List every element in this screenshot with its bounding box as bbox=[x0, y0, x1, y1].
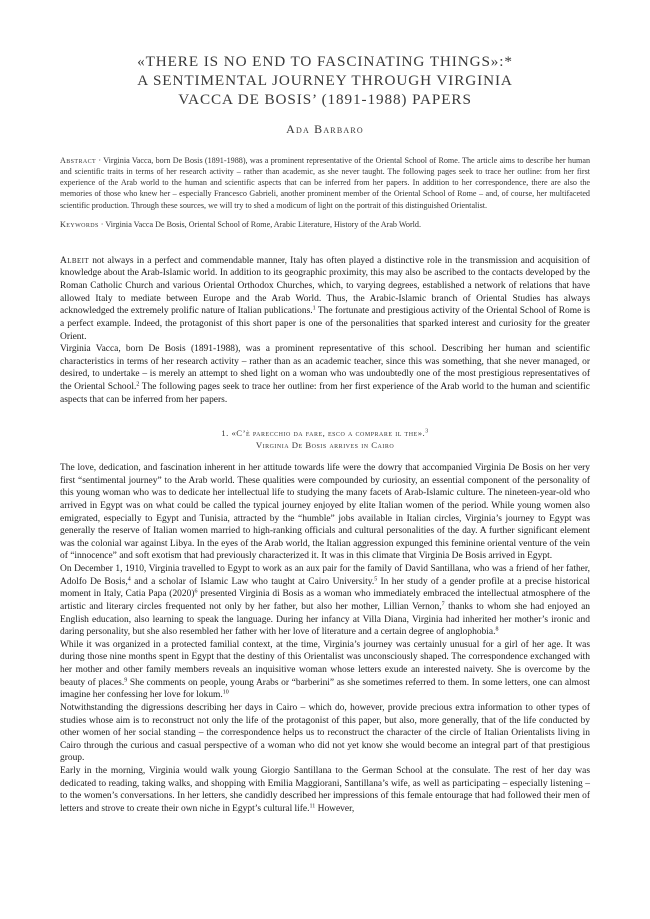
section-heading-line-2: Virginia De Bosis arrives in Cairo bbox=[255, 439, 395, 450]
section-text-2b: and a scholar of Islamic Law who taught at Cairo University. bbox=[130, 576, 375, 587]
title-line-2: A SENTIMENTAL JOURNEY THROUGH VIRGINIA bbox=[137, 72, 513, 89]
keywords-label: Keywords bbox=[60, 219, 99, 229]
section-heading-line-1 bbox=[60, 428, 590, 439]
section-paragraph-1: The love, dedication, and fascination inherent in her attitude towards life were the dowry that accompanied Virginia De Bosis on her very first “sentimental journey” to the Arab world. These qualities were compounded by curiosity, an essential component of the personality of this young woman who was to dedicate her intellectual life to studying the many facets of Arab-Islamic culture. The nineteen-year-old who arrived in Egypt was on what could be called the typical journey enjoyed by elite Italian women of the period. While young women also emigrated, especially to Egypt and Tunisia, attracted by the “humble” jobs available in Italian circles, Virginia’s journey to Egypt was generally the reserve of Italian women married to high-ranking officials and cultural personalities of the day. A further significant element was the colonial war against Libya. In the eyes of the Arab world, the Italian aggression expunged this feminine oriental venture of the vein of “innocence” and soft exotism that had previously characterized it. It was in this climate that Virginia De Bosis arrived in Egypt. bbox=[60, 463, 590, 562]
footnote-ref-9[interactable]: 9 bbox=[124, 677, 128, 684]
abstract-separator: · bbox=[96, 156, 104, 165]
footnote-ref-8[interactable]: 8 bbox=[495, 626, 499, 633]
title-line-1: «THERE IS NO END TO FASCINATING THINGS»:* bbox=[137, 53, 513, 70]
section-heading bbox=[60, 428, 590, 451]
section-text-3b: She comments on people, young Arabs or “barberini” as she sometimes referred to them. In some letters, one can almost imagine her confessing her love for lokum. bbox=[60, 677, 591, 701]
intro-lead-word: Albeit bbox=[60, 255, 90, 266]
section-text-2c: In her study of a gender profile at a precise historical moment in Italy, Catia Papa (2020) bbox=[60, 576, 590, 600]
footnote-ref-1[interactable]: 1 bbox=[312, 305, 316, 312]
intro-text-1a: not always in a perfect and commendable manner, Italy has often played a distinctive role in the transmission and acquisition of knowledge about the Arab-Islamic world. In addition to its geographic proximity, this may also be ascribed to the contacts developed by the Roman Catholic Church and various Oriental Orthodox Churches, which, to varying degrees, established a network of relations that have allowed Italy to mediate between Europe and the Arab World. Thus, the Arabic-Islamic branch of Oriental Studies has always acknowledged the extremely prolific nature of Italian publications. bbox=[60, 255, 590, 317]
article-title bbox=[60, 52, 590, 109]
section-paragraph-4: Notwithstanding the digressions describing her days in Cairo – which do, however, provide precious extra information to other types of studies whose aim is to reconstruct not only the life of the protagonist of this paper, but also, more generally, that of the life conducted by other women of her social standing – the correspondence helps us to reconstruct the character of the circle of Italian Orientalists living in Cairo through the curious and casual perspective of a woman who did not yet know she would become an integral part of that prestigious group. bbox=[60, 702, 590, 764]
section-paragraph-3 bbox=[60, 639, 590, 702]
section-text-2d: presented Virginia di Bosis as a woman who immediately embraced the intellectual atmosphere of the artistic and literary circles frequented not only by her father, but also her mother, Lillian Vernon, bbox=[60, 589, 591, 612]
footnote-ref-11[interactable]: 11 bbox=[309, 803, 316, 810]
author-name: Ada Barbaro bbox=[286, 122, 364, 136]
intro-paragraph-1 bbox=[60, 255, 590, 343]
keywords-separator: · bbox=[98, 219, 106, 229]
footnote-ref-5[interactable]: 5 bbox=[374, 576, 378, 583]
paper-page bbox=[60, 0, 590, 816]
introduction bbox=[60, 255, 590, 407]
intro-text-1b: The fortunate and prestigious activity of the Oriental School of Rome is a perfect example. Indeed, the protagonist of this short paper is one of the personalities that sparked interest and curiosity for the greater Orient. bbox=[60, 306, 591, 342]
title-line-3: VACCA DE BOSIS’ (1891-1988) PAPERS bbox=[178, 91, 472, 108]
footnote-ref-10[interactable]: 10 bbox=[222, 689, 229, 696]
abstract-label: Abstract bbox=[60, 156, 97, 165]
abstract-text: Virginia Vacca, born De Bosis (1891-1988), was a prominent representative of the Oriental School of Rome. The article aims to describe her human and scientific traits in terms of her research activity – rather than academic, as she never taught. The following pages seek to trace her outline: from her first experience of the Arab world to the human and scientific aspects that can be inferred from her papers. In addition to her correspondence, there are also the memories of those who knew her – especially Francesco Gabrieli, another prominent member of the Oriental School of Rome – and, of course, her multifaceted scientific production. Through these sources, we will try to shed a modicum of light on the portrait of this distinguished Orientalist. bbox=[60, 156, 591, 210]
section-text-5a: Early in the morning, Virginia would walk young Giorgio Santillana to the German School at the consulate. The rest of her day was dedicated to reading, taking walks, and shopping with Emilia Maggiorani, Santillana’s wife, as well as participating – especially listening – to the women’s conversations. In her letters, she candidly described her impressions of this female entourage that had followed their men of letters and strove to create their own niche in Egypt’s cultural life. bbox=[60, 766, 590, 814]
footnote-ref-2[interactable]: 2 bbox=[136, 381, 140, 388]
footnote-ref-4[interactable]: 4 bbox=[127, 576, 131, 583]
footnote-ref-6[interactable]: 6 bbox=[194, 588, 198, 595]
section-paragraph-2 bbox=[60, 563, 590, 639]
footnote-ref-7[interactable]: 7 bbox=[441, 601, 445, 608]
section-text-2e: thanks to whom she had enjoyed an English education, also learning to speak the language. During her infancy at Villa Diana, Virginia had inherited her mother’s ironic and daring personality, but she also resembled her father with her love of literature and a certain degree of anglophobia. bbox=[60, 601, 590, 638]
intro-text-2b: The following pages seek to trace her outline: from her first experience of the Arab world to the human and scientific aspects that can be inferred from her papers. bbox=[60, 382, 590, 405]
section-text-3a: While it was organized in a protected familial context, at the time, Virginia’s journey was certainly unusual for a girl of her age. It was during those nine months spent in Egypt that the destiny of this Orientalist was unconsciously shaped. The correspondence exchanged with her mother and other family members reveals an inquisitive woman whose letters exude an interested naivety. She is overcome by the beauty of places. bbox=[60, 639, 590, 688]
section-title: 1. «C’è parecchio da fare, esco a comprare il the». bbox=[221, 428, 426, 439]
section-text-5b: However, bbox=[315, 803, 355, 814]
section-text-2a: On December 1, 1910, Virginia travelled to Egypt to work as an aux pair for the family of David Santillana, who was a friend of her father, Adolfo De Bosis, bbox=[60, 564, 590, 587]
intro-paragraph-2 bbox=[60, 343, 590, 406]
keywords-text: Virginia Vacca De Bosis, Oriental School of Rome, Arabic Literature, History of the Arab World. bbox=[105, 219, 422, 229]
intro-text-2a: Virginia Vacca, born De Bosis (1891-1988), was a prominent representative of this school. Describing her human and scientific characteristics in terms of her research activity – rather than as an academic teacher, since this was something, that she never managed, or desired, to undertake – is merely an attempt to shed light on a woman who was undoubtedly one of the most prestigious representatives of the Oriental School. bbox=[60, 344, 590, 393]
keywords bbox=[60, 219, 590, 230]
section-paragraph-5 bbox=[60, 765, 590, 816]
footnote-ref-3[interactable]: 3 bbox=[425, 428, 429, 435]
abstract bbox=[60, 155, 590, 211]
section-body bbox=[60, 462, 590, 816]
